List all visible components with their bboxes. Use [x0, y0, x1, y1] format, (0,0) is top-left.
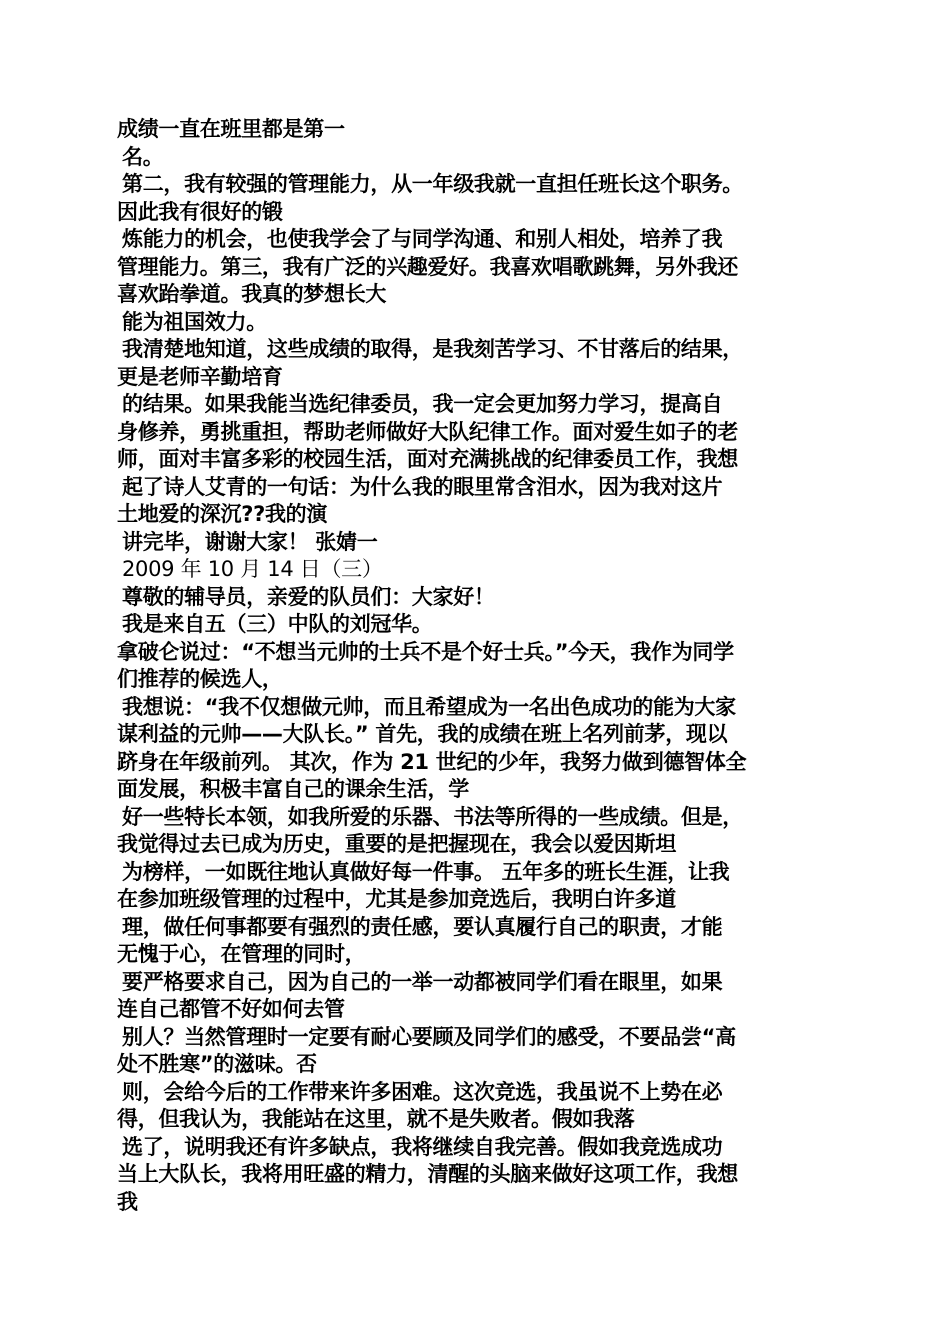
- text-line: 讲完毕，谢谢大家！ 张婧一: [122, 529, 378, 554]
- text-line: 师，面对丰富多彩的校园生活，面对充满挑战的纪律委员工作，我想: [117, 447, 738, 471]
- text-line: 因此我有很好的锻: [117, 199, 283, 224]
- text-line: 要严格要求自己，因为自己的一举一动都被同学们看在眼里，如果: [122, 969, 723, 994]
- text-line: 尊敬的辅导员，亲爱的队员们：大家好！: [122, 584, 495, 609]
- text-line: 选了，说明我还有许多缺点，我将继续自我完善。假如我竞选成功: [122, 1134, 723, 1159]
- text-line: 无愧于心，在管理的同时，: [117, 942, 366, 966]
- text-line: 处不胜寒”的滋味。否: [117, 1052, 317, 1076]
- text-line: 连自己都管不好如何去管: [117, 997, 345, 1021]
- text-line: 身修养，勇挑重担，帮助老师做好大队纪律工作。面对爱生如子的老: [117, 419, 738, 444]
- text-line: 土地爱的深沉??我的演: [117, 502, 328, 526]
- text-line: 我是来自五（三）中队的刘冠华。: [122, 612, 433, 636]
- text-line: 能为祖国效力。: [122, 309, 267, 334]
- text-line: 则，会给今后的工作带来许多困难。这次竞选，我虽说不上势在必: [122, 1079, 723, 1104]
- text-line: 在参加班级管理的过程中，尤其是参加竞选后，我明白许多道: [117, 887, 676, 911]
- text-line: 好一些特长本领，如我所爱的乐器、书法等所得的一些成绩。但是，: [122, 804, 743, 829]
- text-line: 2009 年 10 月 14 日（三）: [122, 557, 383, 581]
- text-line: 拿破仑说过：“不想当元帅的士兵不是个好士兵。”今天，我作为同学: [117, 639, 734, 664]
- text-line: 别人？当然管理时一定要有耐心要顾及同学们的感受，不要品尝“高: [122, 1024, 736, 1049]
- text-line: 成绩一直在班里都是第一: [117, 117, 345, 141]
- text-line: 名。: [122, 144, 164, 169]
- text-line: 我想说：“我不仅想做元帅，而且希望成为一名出色成功的能为大家: [122, 694, 736, 719]
- text-line: 我: [117, 1189, 138, 1214]
- text-line: 我清楚地知道，这些成绩的取得，是我刻苦学习、不甘落后的结果，: [122, 337, 743, 361]
- text-line: 谋利益的元帅——大队长。” 首先，我的成绩在班上名列前茅，现以: [117, 722, 728, 746]
- text-line: 当上大队长，我将用旺盛的精力，清醒的头脑来做好这项工作，我想: [117, 1162, 738, 1186]
- text-line: 面发展，积极丰富自己的课余生活，学: [117, 777, 469, 801]
- text-line: 理，做任何事都要有强烈的责任感，要认真履行自己的职责，才能: [122, 914, 723, 939]
- text-line: 们推荐的候选人，: [117, 667, 283, 691]
- text-line: 第二，我有较强的管理能力，从一年级我就一直担任班长这个职务。: [122, 172, 743, 196]
- text-line: 我觉得过去已成为历史，重要的是把握现在，我会以爱因斯坦: [117, 832, 676, 856]
- text-line: 喜欢跆拳道。我真的梦想长大: [117, 282, 387, 306]
- text-line: 管理能力。第三，我有广泛的兴趣爱好。我喜欢唱歌跳舞，另外我还: [117, 254, 738, 279]
- text-line: 跻身在年级前列。 其次，作为 21 世纪的少年，我努力做到德智体全: [117, 749, 747, 774]
- document-body: [117, 116, 842, 1216]
- text-line: 更是老师辛勤培育: [117, 364, 283, 389]
- text-line: 的结果。如果我能当选纪律委员，我一定会更加努力学习，提高自: [122, 392, 723, 416]
- text-line: 起了诗人艾青的一句话：为什么我的眼里常含泪水，因为我对这片: [122, 474, 723, 499]
- text-line: 炼能力的机会，也使我学会了与同学沟通、和别人相处，培养了我: [122, 227, 723, 251]
- text-line: 为榜样，一如既往地认真做好每一件事。 五年多的班长生涯，让我: [122, 859, 730, 884]
- text-line: 得，但我认为，我能站在这里，就不是失败者。假如我落: [117, 1107, 635, 1131]
